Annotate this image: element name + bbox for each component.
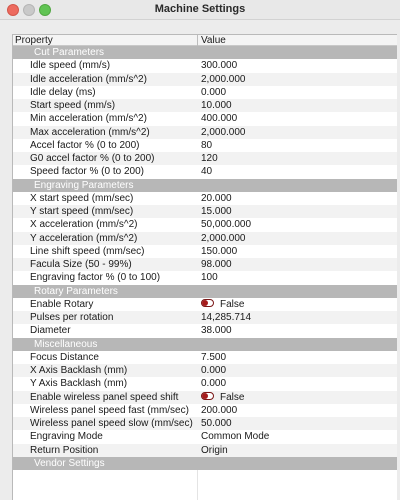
property-name: Y start speed (mm/sec) <box>30 206 134 217</box>
property-row-engraving-factor-0-to-100[interactable] <box>13 271 397 284</box>
section-header-cut-parameters[interactable] <box>13 46 397 59</box>
property-name: Focus Distance <box>30 351 99 363</box>
property-value[interactable]: 400.000 <box>201 113 238 125</box>
property-name: Enable Rotary <box>30 298 94 310</box>
property-name: Diameter <box>30 325 71 337</box>
property-name: Accel factor % (0 to 200) <box>30 139 140 151</box>
property-value[interactable]: 40 <box>201 166 213 178</box>
section-header-rotary-parameters[interactable] <box>13 285 397 298</box>
property-row-wireless-panel-speed-fast-mm-sec[interactable] <box>13 404 397 417</box>
property-name: Y Axis Backlash (mm) <box>30 378 128 390</box>
property-value[interactable]: 38.000 <box>201 325 232 337</box>
property-value[interactable]: 100 <box>201 272 218 284</box>
window-title: Machine Settings <box>154 3 246 15</box>
property-row-focus-distance[interactable] <box>13 351 397 364</box>
property-name: G0 accel factor % (0 to 200) <box>30 153 155 164</box>
property-grid-header <box>13 35 397 46</box>
property-row-y-axis-backlash-mm[interactable] <box>13 377 397 390</box>
property-name: Start speed (mm/s) <box>30 100 116 111</box>
toggle-value-label: False <box>220 391 245 403</box>
property-value[interactable]: 0.000 <box>201 86 227 98</box>
property-value[interactable]: 0.000 <box>201 365 227 376</box>
property-value[interactable]: 50,000.000 <box>201 219 252 231</box>
property-row-facula-size-50-99[interactable] <box>13 258 397 271</box>
toggle-off-icon[interactable] <box>201 392 214 400</box>
property-name: Line shift speed (mm/sec) <box>30 245 145 257</box>
property-row-idle-delay-ms[interactable] <box>13 86 397 99</box>
section-title: Cut Parameters <box>34 47 105 58</box>
property-name: Speed factor % (0 to 200) <box>30 166 144 178</box>
property-row-y-acceleration-mm-s-2[interactable] <box>13 232 397 245</box>
property-name: Engraving factor % (0 to 100) <box>30 272 161 284</box>
property-value[interactable]: 10.000 <box>201 100 232 111</box>
property-name: Enable wireless panel speed shift <box>30 391 179 403</box>
property-value[interactable]: 2,000.000 <box>201 232 246 244</box>
property-rows <box>13 46 397 470</box>
property-value[interactable]: 50.000 <box>201 418 232 429</box>
property-value[interactable]: 7.500 <box>201 351 227 363</box>
property-name: Y acceleration (mm/s^2) <box>30 232 138 244</box>
property-value[interactable]: Origin <box>201 444 228 456</box>
property-name: Wireless panel speed fast (mm/sec) <box>30 404 189 416</box>
property-name: Return Position <box>30 444 99 456</box>
column-header-value[interactable]: Value <box>201 35 226 46</box>
section-header-engraving-parameters[interactable] <box>13 179 397 192</box>
property-row-engraving-mode[interactable] <box>13 430 397 443</box>
property-name: Idle speed (mm/s) <box>30 60 111 72</box>
property-row-max-acceleration-mm-s-2[interactable] <box>13 126 397 139</box>
toggle-off-icon[interactable] <box>201 299 214 307</box>
property-value[interactable]: 14,285.714 <box>201 312 252 323</box>
property-grid[interactable] <box>12 34 397 500</box>
section-title: Engraving Parameters <box>34 179 134 191</box>
property-row-diameter[interactable] <box>13 324 397 337</box>
toggle-value-label: False <box>220 298 245 310</box>
property-value[interactable]: 15.000 <box>201 206 232 217</box>
column-divider[interactable] <box>197 35 198 46</box>
property-row-return-position[interactable] <box>13 444 397 457</box>
property-name: Max acceleration (mm/s^2) <box>30 126 150 138</box>
property-row-line-shift-speed-mm-sec[interactable] <box>13 245 397 258</box>
property-row-wireless-panel-speed-slow-mm-sec[interactable] <box>13 417 397 430</box>
property-value[interactable]: 2,000.000 <box>201 73 246 85</box>
property-name: Idle delay (ms) <box>30 86 96 98</box>
property-name: X Axis Backlash (mm) <box>30 365 128 376</box>
section-title: Rotary Parameters <box>34 285 118 297</box>
property-name: X start speed (mm/sec) <box>30 192 134 204</box>
property-row-speed-factor-0-to-200[interactable] <box>13 165 397 178</box>
property-value[interactable]: Common Mode <box>201 431 270 443</box>
property-row-x-acceleration-mm-s-2[interactable] <box>13 218 397 231</box>
property-row-enable-wireless-panel-speed-shift[interactable] <box>13 391 397 404</box>
property-row-pulses-per-rotation[interactable] <box>13 311 397 324</box>
property-value[interactable]: 200.000 <box>201 404 238 416</box>
property-row-x-axis-backlash-mm[interactable] <box>13 364 397 377</box>
property-row-min-acceleration-mm-s-2[interactable] <box>13 112 397 125</box>
property-name: Wireless panel speed slow (mm/sec) <box>30 418 193 429</box>
section-header-miscellaneous[interactable] <box>13 338 397 351</box>
property-value[interactable]: 98.000 <box>201 259 232 270</box>
property-value[interactable]: 20.000 <box>201 192 232 204</box>
property-value[interactable]: 80 <box>201 139 213 151</box>
property-name: Idle acceleration (mm/s^2) <box>30 73 147 85</box>
property-value[interactable]: 150.000 <box>201 245 238 257</box>
property-name: Pulses per rotation <box>30 312 114 323</box>
property-row-accel-factor-0-to-200[interactable] <box>13 139 397 152</box>
property-row-g0-accel-factor-0-to-200[interactable] <box>13 152 397 165</box>
section-title: Vendor Settings <box>34 457 105 469</box>
property-name: Min acceleration (mm/s^2) <box>30 113 147 125</box>
column-header-property[interactable]: Property <box>15 35 53 46</box>
section-header-vendor-settings[interactable] <box>13 457 397 470</box>
property-name: Facula Size (50 - 99%) <box>30 259 132 270</box>
property-value[interactable]: 120 <box>201 153 218 164</box>
property-row-idle-acceleration-mm-s-2[interactable] <box>13 73 397 86</box>
title-bar <box>0 0 400 20</box>
property-row-enable-rotary[interactable] <box>13 298 397 311</box>
property-row-x-start-speed-mm-sec[interactable] <box>13 192 397 205</box>
property-name: X acceleration (mm/s^2) <box>30 219 138 231</box>
property-value[interactable]: 300.000 <box>201 60 238 72</box>
property-row-start-speed-mm-s[interactable] <box>13 99 397 112</box>
property-value[interactable] <box>201 298 391 311</box>
property-row-y-start-speed-mm-sec[interactable] <box>13 205 397 218</box>
property-row-idle-speed-mm-s[interactable] <box>13 59 397 72</box>
property-name: Engraving Mode <box>30 431 103 443</box>
property-value[interactable] <box>201 391 391 404</box>
property-value[interactable]: 0.000 <box>201 378 227 390</box>
property-value[interactable]: 2,000.000 <box>201 126 246 138</box>
section-title: Miscellaneous <box>34 338 98 350</box>
